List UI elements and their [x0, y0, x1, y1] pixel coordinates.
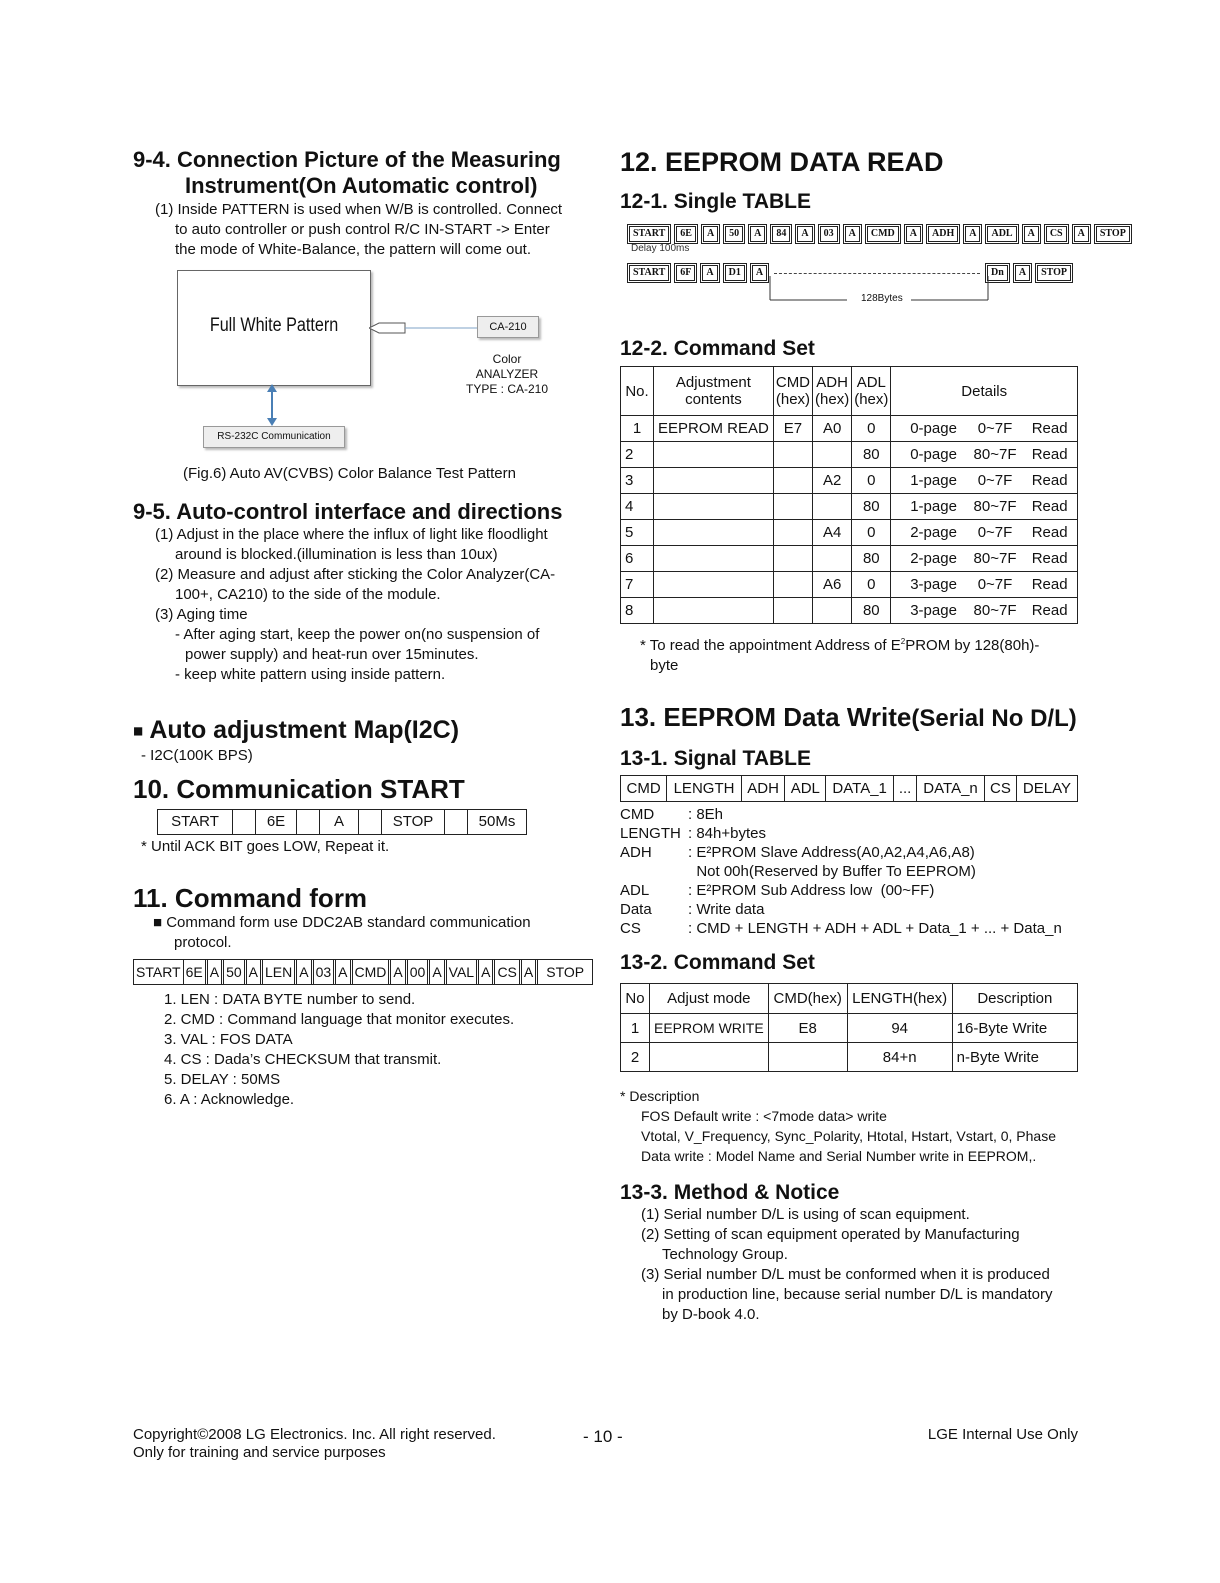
comm-start-cell: STOP — [382, 810, 445, 834]
table-cell: 80 — [852, 442, 891, 468]
sequence-cell: A — [702, 265, 717, 281]
description-block: * Description FOS Default write : <7mode data> write Vtotal, V_Frequency, Sync_Polarity, Htotal, Hstart, Vstart, 0, Phase Data write : Model Name and Serial Number write in EEPROM,. — [620, 1088, 1056, 1164]
sequence-cell: D1 — [725, 265, 745, 281]
comm-start-table — [157, 809, 527, 835]
command-form-table — [133, 959, 593, 985]
figure-caption: (Fig.6) Auto AV(CVBS) Color Balance Test Pattern — [183, 465, 516, 482]
section-9-5-text: (1) Adjust in the place where the influx of light like floodlight around is blocked.(illumination is less than 10ux) (2) Measure and adjust after sticking the Color Analyzer(CA- 100+, CA210) to the side of the module. (3) Aging time - After aging start, keep the power on(no suspension of power supply) and heat-run over 15minutes. - keep white pattern using inside pattern. — [155, 526, 556, 683]
definition-value: : Write data — [688, 901, 765, 918]
table-cell: n-Byte Write — [952, 1043, 1077, 1072]
left-column — [133, 147, 593, 1110]
connection-figure — [133, 270, 593, 470]
definition-key — [620, 862, 688, 881]
definition-value: Not 00h(Reserved by Buffer To EEPROM) — [688, 863, 976, 880]
definition-value: : 84h+bytes — [688, 825, 766, 842]
comm-start-cell: A — [320, 810, 359, 834]
table-cell — [773, 520, 812, 546]
table-cell — [813, 442, 852, 468]
table-cell: 0 — [852, 468, 891, 494]
sequence-cell: CMD — [867, 226, 899, 242]
table-cell: 0~7F — [966, 572, 1025, 598]
footer-copyright: Copyright©2008 LG Electronics. Inc. All right reserved. Only for training and service purposes — [133, 1426, 496, 1461]
sequence-cell: 50 — [725, 226, 743, 242]
table-header-row: No Adjust mode CMD(hex) LENGTH(hex) Description — [621, 984, 1078, 1014]
signal-cell: DATA_n — [917, 776, 985, 802]
sequence-cell: CS — [1046, 226, 1067, 242]
definition-key: ADH — [620, 844, 652, 861]
eeprom-read-table — [620, 366, 1078, 624]
table-cell — [773, 546, 812, 572]
table-cell: A0 — [813, 416, 852, 442]
table-row — [621, 416, 1078, 442]
command-form-cell: A — [519, 960, 535, 984]
section-9-4-title: 9-4. Connection Picture of the Measuring Instrument(On Automatic control) — [133, 147, 561, 198]
sequence-cell: Dn — [987, 265, 1008, 281]
table-cell: 7 — [621, 572, 654, 598]
sequence-cell: START — [629, 226, 669, 242]
table-cell: A2 — [813, 468, 852, 494]
table-cell — [813, 494, 852, 520]
table-cell: A6 — [813, 572, 852, 598]
definition-row — [620, 843, 1062, 862]
table-cell: 84+n — [847, 1043, 952, 1072]
section-11-title: 11. Command form — [133, 883, 368, 914]
definition-key: CS — [620, 920, 641, 937]
table-row — [621, 546, 1078, 572]
dotted-line — [774, 273, 980, 274]
definition-row — [620, 881, 1062, 900]
table-cell: 0 — [852, 416, 891, 442]
auto-map-sub: - I2C(100K BPS) — [141, 747, 253, 765]
table-cell: 3 — [621, 468, 654, 494]
command-form-cell: A — [333, 960, 349, 984]
comm-start-cell: START — [158, 810, 233, 834]
section-12-title: 12. EEPROM DATA READ — [620, 147, 944, 177]
table-cell: 1-page — [891, 494, 966, 520]
signal-cell: ADL — [785, 776, 826, 802]
table-cell: 80~7F — [966, 598, 1025, 624]
sequence-cell: 6F — [676, 265, 695, 281]
signal-cell: ADH — [741, 776, 785, 802]
table-cell: 80~7F — [966, 442, 1025, 468]
list-item: 6. A : Acknowledge. — [164, 1091, 295, 1109]
table-cell: Read — [1024, 468, 1077, 494]
table-cell: EEPROM READ — [654, 416, 774, 442]
table-header-row: No. Adjustment contents CMD (hex) ADH (hex) ADL (hex) Details — [621, 367, 1078, 416]
sequence-cell: A — [752, 265, 767, 281]
signal-cell: ... — [894, 776, 917, 802]
table-cell: 2 — [621, 1043, 650, 1072]
sequence-cell: A — [965, 226, 980, 242]
table-cell: 80 — [852, 546, 891, 572]
command-form-cell: A — [294, 960, 310, 984]
definition-value: : CMD + LENGTH + ADH + ADL + Data_1 + ... + Data_n — [688, 920, 1062, 937]
table-cell — [654, 468, 774, 494]
table-cell — [654, 442, 774, 468]
table-cell: 0~7F — [966, 468, 1025, 494]
table-cell: 0~7F — [966, 520, 1025, 546]
definition-key: ADL — [620, 882, 650, 899]
command-form-cell: A — [205, 960, 221, 984]
comm-start-cell — [359, 810, 382, 834]
analyzer-label: Color ANALYZER TYPE : CA-210 — [465, 352, 549, 396]
sequence-cell: A — [797, 226, 812, 242]
comm-start-cell — [297, 810, 320, 834]
sequence-cell: STOP — [1037, 265, 1071, 281]
sequence-cell: A — [1015, 265, 1030, 281]
list-item: 3. VAL : FOS DATA — [164, 1031, 293, 1049]
list-item: 1. LEN : DATA BYTE number to send. — [164, 991, 416, 1009]
definition-row — [620, 824, 1062, 843]
section-11-bullet: ■ Command form use DDC2AB standard communication protocol. — [153, 914, 531, 952]
definition-row — [620, 900, 1062, 919]
table-cell: Read — [1024, 572, 1077, 598]
table-row — [621, 1043, 1078, 1072]
table-cell — [654, 572, 774, 598]
definition-value: : E²PROM Sub Address low (00~FF) — [688, 882, 935, 899]
sequence-cell: 84 — [772, 226, 790, 242]
definition-key: Data — [620, 901, 652, 918]
table-cell: Read — [1024, 494, 1077, 520]
sequence-cell: A — [906, 226, 921, 242]
command-form-cell: 03 — [311, 960, 334, 984]
sequence-cell: A — [750, 226, 765, 242]
signal-cell: LENGTH — [667, 776, 742, 802]
section-13-3-text: (1) Serial number D/L is using of scan equipment. (2) Setting of scan equipment operated by Manufacturing Technology Group. (3) Serial number D/L must be conformed when it is produced in production line, because serial number D/L is mandatory by D-book 4.0. — [641, 1206, 1053, 1323]
command-form-cell: CS — [492, 960, 518, 984]
comm-start-cell: 50Ms — [478, 813, 516, 831]
table-cell: 0 — [852, 520, 891, 546]
right-column — [620, 147, 1126, 1325]
table-cell: 80~7F — [966, 546, 1025, 572]
table-cell: E8 — [768, 1014, 847, 1043]
table-cell: 94 — [847, 1014, 952, 1043]
table-cell: 80 — [852, 494, 891, 520]
table-cell: 16-Byte Write — [952, 1014, 1077, 1043]
table-cell: 3-page — [891, 572, 966, 598]
page-number: - 10 - — [583, 1427, 623, 1446]
signal-cell: DATA_1 — [826, 776, 894, 802]
definition-key: LENGTH — [620, 825, 681, 842]
section-13-1-title: 13-1. Signal TABLE — [620, 747, 811, 770]
sensor-probe-icon — [369, 318, 479, 338]
sequence-cell: 03 — [820, 226, 838, 242]
table-cell: Read — [1024, 520, 1077, 546]
table-row — [621, 468, 1078, 494]
table-cell: 8 — [621, 598, 654, 624]
section-12-2-title: 12-2. Command Set — [620, 337, 815, 360]
command-form-cell: A — [244, 960, 260, 984]
sequence-cell: A — [703, 226, 718, 242]
section-13-2-title: 13-2. Command Set — [620, 951, 815, 974]
signal-cell: CMD — [621, 776, 667, 802]
command-form-cell: LEN — [260, 960, 294, 984]
signal-definitions — [620, 805, 1062, 938]
eeprom-write-table — [620, 983, 1078, 1072]
sequence-cell: A — [1074, 226, 1089, 242]
table-row — [621, 442, 1078, 468]
table-cell: E7 — [773, 416, 812, 442]
sequence-cell: A — [1024, 226, 1039, 242]
table-cell — [768, 1043, 847, 1072]
table-row — [621, 598, 1078, 624]
table-cell: 80~7F — [966, 494, 1025, 520]
sequence-cell: A — [845, 226, 860, 242]
section-13-3-title: 13-3. Method & Notice — [620, 1181, 840, 1204]
table-cell — [654, 494, 774, 520]
delay-label: Delay 100ms — [631, 243, 690, 254]
section-11-list — [133, 990, 593, 1110]
signal-cell: DELAY — [1016, 776, 1077, 802]
rs232c-box: RS-232C Communication — [203, 426, 345, 448]
table-cell: 2-page — [891, 546, 966, 572]
command-form-cell: A — [427, 960, 443, 984]
table-cell: 0-page — [891, 416, 966, 442]
table-cell: 6 — [621, 546, 654, 572]
command-form-cell: A — [476, 960, 492, 984]
table-cell: 0 — [852, 572, 891, 598]
section-10-note: * Until ACK BIT goes LOW, Repeat it. — [141, 838, 390, 856]
table-row — [621, 520, 1078, 546]
definition-row — [620, 862, 1062, 881]
table-cell: 1 — [621, 416, 654, 442]
section-13-title: 13. EEPROM Data Write(Serial No D/L) — [620, 702, 1077, 732]
table-cell: 1 — [621, 1014, 650, 1043]
table-cell — [773, 598, 812, 624]
table-cell: 5 — [621, 520, 654, 546]
table-cell: Read — [1024, 416, 1077, 442]
section-12-1-title: 12-1. Single TABLE — [620, 190, 811, 213]
full-white-pattern-box: Full White Pattern — [177, 270, 371, 386]
table-row — [621, 776, 1078, 802]
table-cell — [773, 468, 812, 494]
table-cell — [773, 572, 812, 598]
sequence-cell: START — [629, 265, 669, 281]
command-form-cell: 50 — [221, 960, 244, 984]
table-cell: 80 — [852, 598, 891, 624]
table-cell: Read — [1024, 598, 1077, 624]
table-cell: 0-page — [891, 442, 966, 468]
definition-value: : 8Eh — [688, 806, 724, 823]
bytes-label: 128Bytes — [861, 293, 903, 304]
single-table-diagram — [629, 220, 1126, 312]
sequence-cell: ADL — [987, 226, 1016, 242]
table-cell: 1-page — [891, 468, 966, 494]
sequence-cell: ADH — [928, 226, 958, 242]
signal-cell: CS — [984, 776, 1016, 802]
comm-start-cell — [233, 810, 256, 834]
table-cell — [650, 1043, 769, 1072]
table-cell: 2 — [621, 442, 654, 468]
section-9-5-title: 9-5. Auto-control interface and directions — [133, 499, 563, 524]
ca210-box: CA-210 — [477, 316, 539, 338]
comm-start-cell — [445, 810, 468, 834]
section-10-title: 10. Communication START — [133, 774, 465, 805]
list-item: 4. CS : Dada’s CHECKSUM that transmit. — [164, 1051, 442, 1069]
table-cell: EEPROM WRITE — [650, 1014, 769, 1043]
command-form-cell: 00 — [405, 960, 428, 984]
list-item: 2. CMD : Command language that monitor executes. — [164, 1011, 515, 1029]
section-9-4-text: (1) Inside PATTERN is used when W/B is controlled. Connect to auto controller or push control R/C IN-START -> Enter the mode of White-Balance, the pattern will come out. — [155, 201, 563, 258]
table-cell — [654, 598, 774, 624]
list-item: 5. DELAY : 50MS — [164, 1071, 281, 1089]
table-cell: 4 — [621, 494, 654, 520]
table-row — [621, 572, 1078, 598]
table-cell — [773, 442, 812, 468]
table-cell: 0~7F — [966, 416, 1025, 442]
table-cell: Read — [1024, 442, 1077, 468]
table-cell: Read — [1024, 546, 1077, 572]
table-cell — [813, 598, 852, 624]
command-form-cell: START — [136, 964, 181, 981]
comm-start-cell: 6E — [256, 810, 297, 834]
signal-table — [620, 775, 1078, 802]
table-cell — [654, 546, 774, 572]
table-row — [621, 494, 1078, 520]
table-cell: 2-page — [891, 520, 966, 546]
table-cell: 3-page — [891, 598, 966, 624]
definition-value: : E²PROM Slave Address(A0,A2,A4,A6,A8) — [688, 844, 975, 861]
table-cell — [773, 494, 812, 520]
definition-key: CMD — [620, 806, 655, 823]
command-form-cell: A — [388, 960, 404, 984]
command-form-cell: 6E — [183, 960, 205, 984]
sequence-cell: STOP — [1096, 226, 1130, 242]
definition-row — [620, 805, 1062, 824]
section-12-note: * To read the appointment Address of $E^2PROM$ by 128(80h)- byte — [640, 637, 1040, 674]
footer-internal: LGE Internal Use Only — [927, 1426, 1078, 1443]
table-cell — [813, 546, 852, 572]
command-form-cell: VAL — [444, 960, 476, 984]
table-cell — [654, 520, 774, 546]
sequence-cell: 6E — [676, 226, 696, 242]
command-form-cell: STOP — [535, 960, 592, 984]
table-cell: A4 — [813, 520, 852, 546]
auto-map-title: ■ Auto adjustment Map(I2C) — [133, 716, 460, 744]
definition-row — [620, 919, 1062, 938]
command-form-cell: CMD — [350, 960, 389, 984]
double-arrow-icon — [265, 384, 279, 426]
table-row — [621, 1014, 1078, 1043]
